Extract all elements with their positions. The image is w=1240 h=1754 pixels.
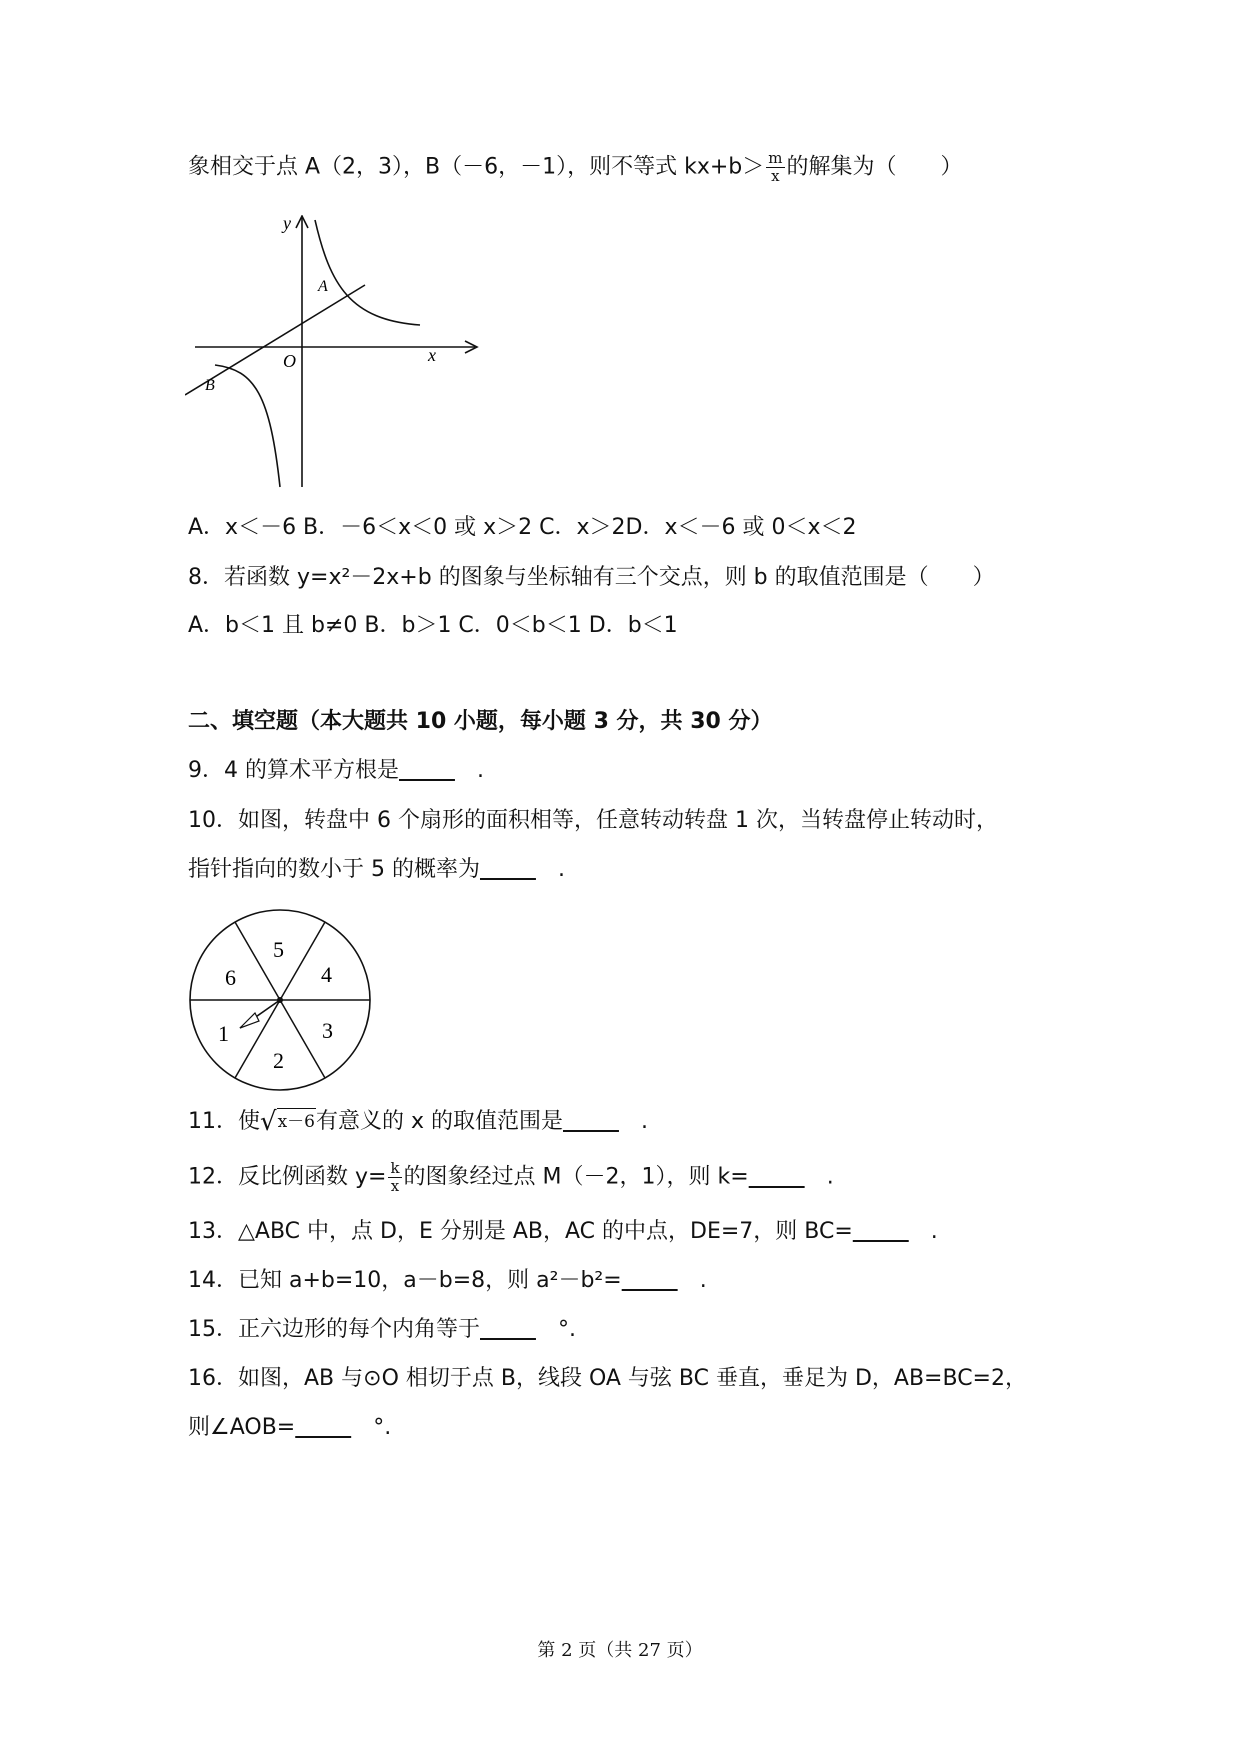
q16-line2: 则∠AOB= °. [188, 1413, 391, 1443]
q11: 11．使 √ x－6 有意义的 x 的取值范围是 . [188, 1107, 648, 1137]
q10-line2: 指针指向的数小于 5 的概率为 . [188, 855, 565, 885]
q16-line1: 16．如图，AB 与⊙O 相切于点 B，线段 OA 与弦 BC 垂直，垂足为 D，AB=BC=2， [188, 1366, 1027, 1391]
answer-blank [480, 855, 558, 885]
q7-options: A．x＜－6 B．－6＜x＜0 或 x＞2 C．x＞2D．x＜－6 或 0＜x＜2 [188, 515, 857, 540]
label-point-a: A [318, 278, 328, 295]
wheel-number-2: 2 [273, 1048, 284, 1073]
q7-function-graph [185, 215, 495, 490]
answer-blank [295, 1413, 373, 1443]
wheel-number-5: 5 [273, 937, 284, 962]
q8-options: A．b＜1 且 b≠0 B．b＞1 C．0＜b＜1 D．b＜1 [188, 613, 678, 638]
pointer-head [240, 1013, 259, 1028]
label-y: y [283, 215, 291, 233]
q14: 14．已知 a+b=10，a－b=8，则 a²－b²= . [188, 1266, 707, 1296]
wheel-number-3: 3 [322, 1018, 333, 1043]
answer-blank [563, 1107, 641, 1137]
label-point-b: B [205, 377, 215, 394]
spinner-wheel [185, 905, 375, 1095]
page-footer: 第 2 页（共 27 页） [537, 1640, 703, 1661]
q7-fraction: $\frac{m}{x}$ [768, 149, 783, 185]
label-origin: O [283, 351, 296, 371]
wheel-number-6: 6 [225, 965, 236, 990]
q8-stem: 8．若函数 y=x²－2x+b 的图象与坐标轴有三个交点，则 b 的取值范围是（ ） [188, 565, 995, 590]
label-x: x [428, 345, 436, 365]
section-heading: 二、填空题（本大题共 10 小题，每小题 3 分，共 30 分） [188, 709, 773, 734]
q10-line1: 10．如图，转盘中 6 个扇形的面积相等，任意转动转盘 1 次，当转盘停止转动时， [188, 808, 998, 833]
q9: 9．4 的算术平方根是 . [188, 756, 484, 786]
q12-fraction: $\frac{k}{x}$ [390, 1159, 400, 1195]
q12: 12．反比例函数 y= $\frac{k}{x}$ 的图象经过点 M（－2，1），则 k= . [188, 1159, 834, 1195]
answer-blank [853, 1217, 931, 1247]
q13: 13．△ABC 中，点 D，E 分别是 AB，AC 的中点，DE=7，则 BC= . [188, 1217, 938, 1247]
pointer-hub [277, 997, 283, 1003]
hyperbola-branch-1 [315, 220, 420, 325]
q7-stem: 象相交于点 A（2，3），B（－6，－1），则不等式 kx+b＞ $\frac{m}{x}$ 的解集为（ ） [188, 149, 963, 185]
square-root: √ x－6 [260, 1107, 315, 1137]
wheel-number-1: 1 [218, 1021, 229, 1046]
answer-blank [399, 756, 477, 786]
answer-blank [480, 1315, 558, 1345]
q15: 15．正六边形的每个内角等于 °. [188, 1315, 576, 1345]
wheel-number-4: 4 [321, 962, 332, 987]
hyperbola-branch-3 [215, 365, 280, 487]
answer-blank [749, 1163, 827, 1193]
answer-blank [622, 1266, 700, 1296]
